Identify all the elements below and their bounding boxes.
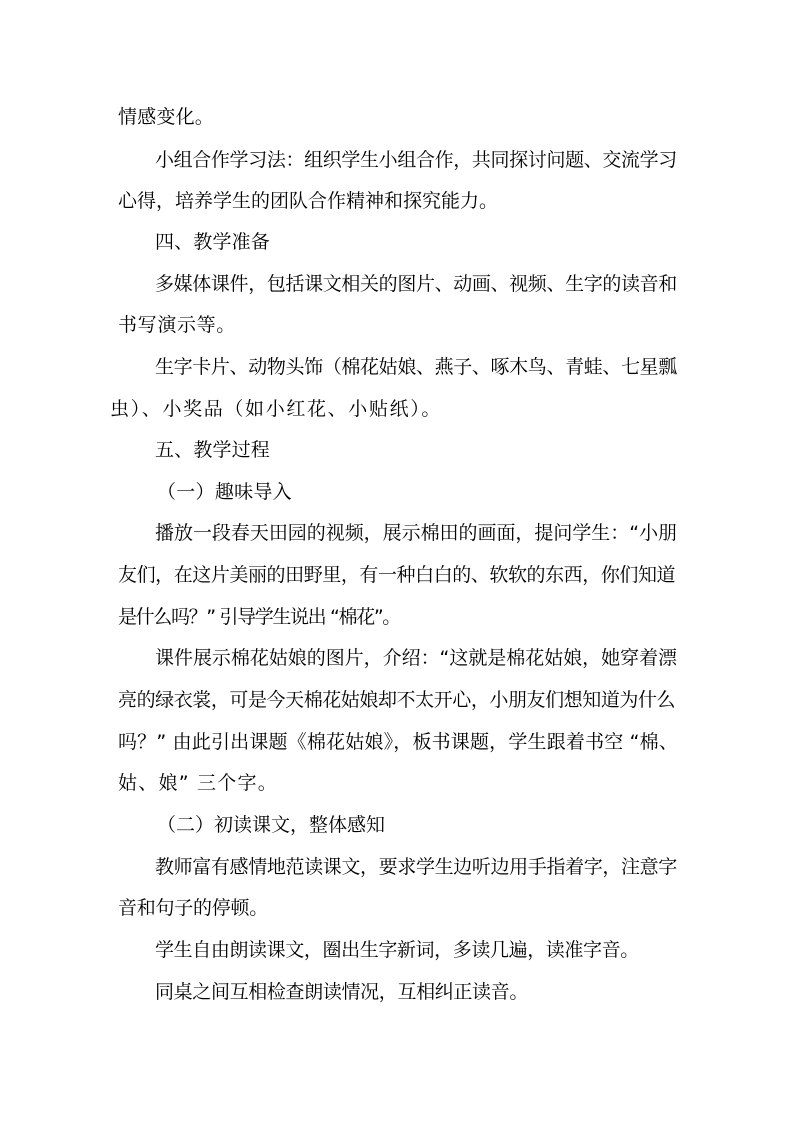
text-line-6: 书写演示等。	[118, 314, 236, 336]
text-line-22: 同桌之间互相检查朗读情况，互相纠正读音。	[155, 981, 529, 1003]
subsection-heading-2: （二）初读课文，整体感知	[157, 814, 386, 836]
text-line-21: 学生自由朗读课文，圈出生字新词，多读几遍，读准字音。	[155, 939, 639, 961]
text-line-8: 虫）、小奖品（如小红花、小贴纸）。	[110, 398, 443, 420]
text-line-12: 友们，在这片美丽的田野里，有一种白白的、软软的东西，你们知道	[118, 564, 676, 586]
text-line-15: 亮的绿衣裳，可是今天棉花姑娘却不太开心，小朋友们想知道为什么	[118, 689, 676, 711]
text-line-17: 姑、娘” 三个字。	[118, 772, 278, 794]
text-line-16: 吗？” 由此引出课题《棉花姑娘》，板书课题，学生跟着书空 “棉、	[118, 731, 679, 753]
text-line-5: 多媒体课件，包括课文相关的图片、动画、视频、生字的读音和	[155, 273, 677, 295]
text-line-14: 课件展示棉花姑娘的图片，介绍：“这就是棉花姑娘，她穿着漂	[155, 647, 678, 669]
text-line-19: 教师富有感情地范读课文，要求学生边听边用手指着字，注意字	[155, 856, 677, 878]
subsection-heading-1: （一）趣味导入	[157, 481, 292, 503]
text-line-20: 音和句子的停顿。	[118, 897, 269, 919]
text-line-1: 情感变化。	[118, 106, 215, 128]
text-line-13: 是什么吗？” 引导学生说出 “棉花”。	[118, 606, 400, 628]
text-line-7: 生字卡片、动物头饰（棉花姑娘、燕子、啄木鸟、青蛙、七星瓢	[155, 356, 677, 378]
section-heading-5: 五、教学过程	[155, 439, 270, 461]
section-heading-4: 四、教学准备	[155, 231, 270, 253]
text-line-3: 心得，培养学生的团队合作精神和探究能力。	[118, 190, 499, 212]
text-line-11: 播放一段春天田园的视频，展示棉田的画面，提问学生：“小朋	[155, 522, 678, 544]
text-line-2: 小组合作学习法：组织学生小组合作，共同探讨问题、交流学习	[155, 149, 677, 171]
